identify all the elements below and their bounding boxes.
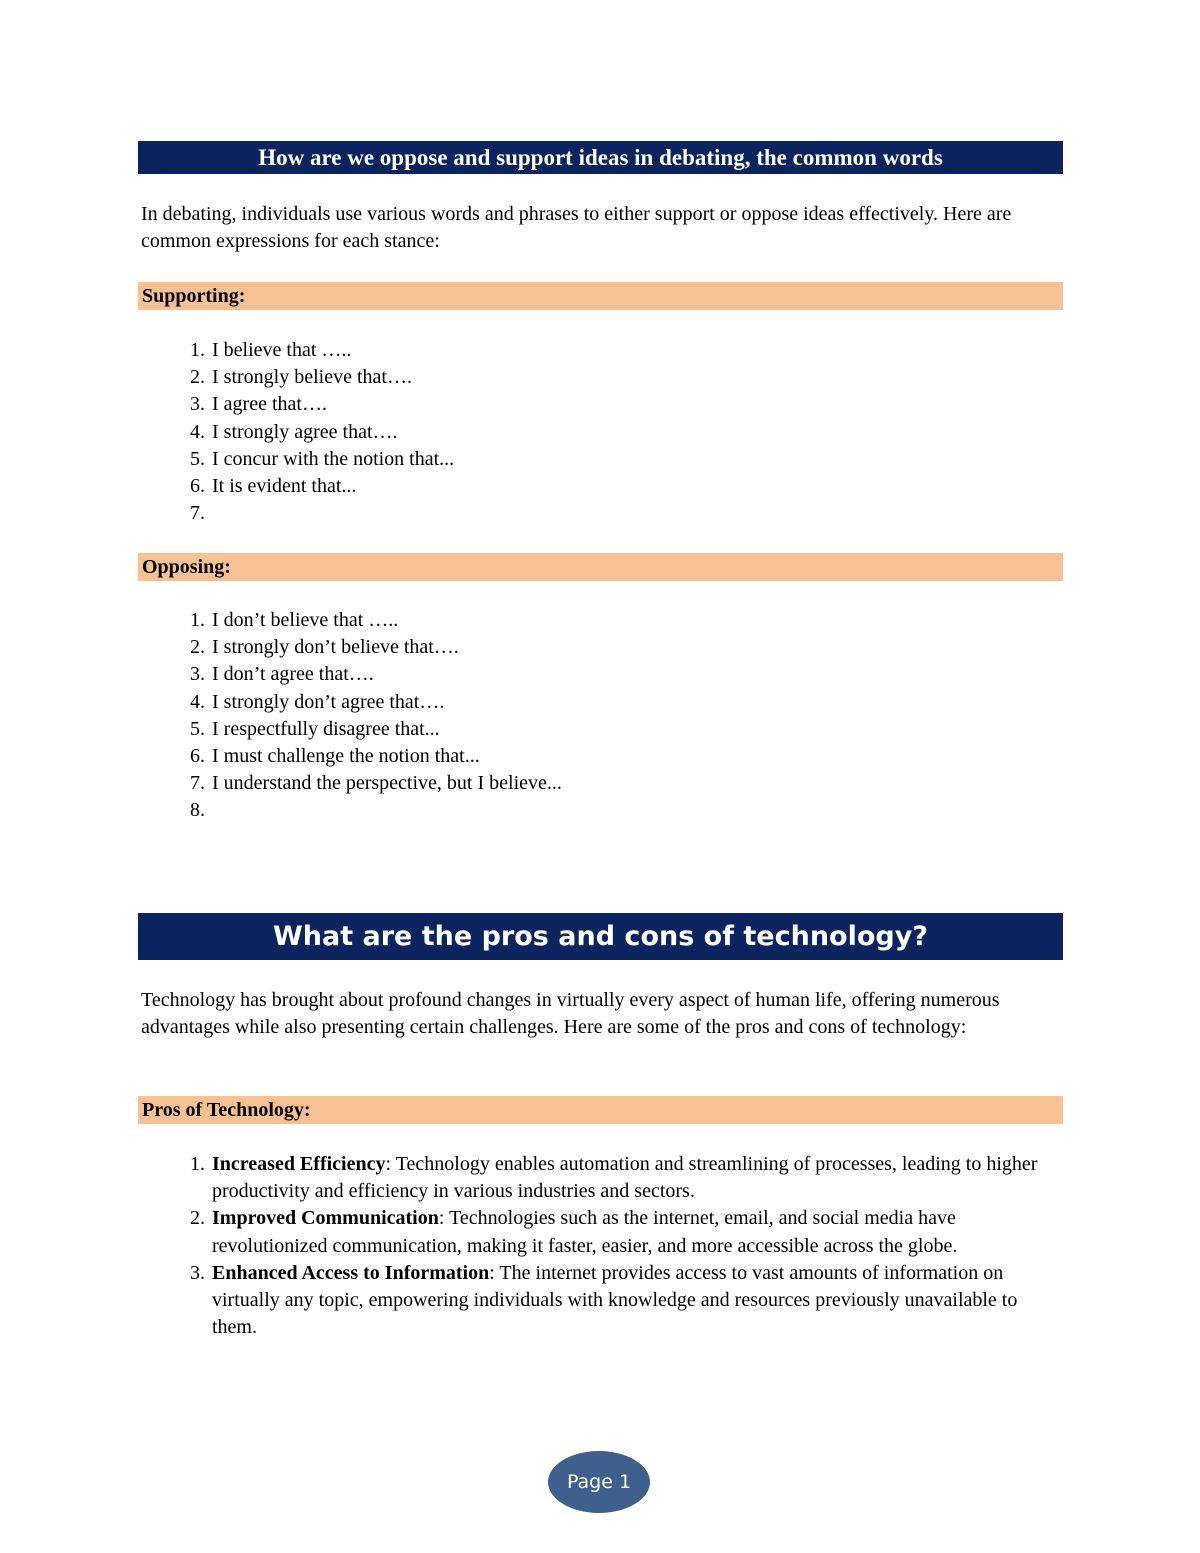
supporting-heading: Supporting: [138, 282, 1063, 310]
section-title-technology: What are the pros and cons of technology? [138, 913, 1063, 960]
list-item: 7. I understand the perspective, but I believe... [190, 772, 562, 795]
list-item: 6. I must challenge the notion that... [190, 745, 480, 768]
list-item: 1. I believe that ….. [190, 339, 352, 361]
list-item: 4. I strongly don’t agree that…. [190, 690, 445, 713]
list-item: 4. I strongly agree that…. [190, 420, 398, 443]
pros-term: Improved Communication [212, 1207, 439, 1230]
list-item: 3. I don’t agree that…. [190, 663, 374, 686]
list-item: 2. Improved Communication: Technologies such as the internet, email, and social media have revolutionized communication, making it faster, easier, and more accessible across the globe. [190, 1207, 958, 1257]
list-item: 1. I don’t believe that ….. [190, 609, 399, 631]
pros-term: Enhanced Access to Information [212, 1261, 490, 1284]
list-item: 7. [190, 502, 205, 525]
list-item: 3. Enhanced Access to Information: The internet provides access to vast amounts of information on virtually any topic, empowering individuals with knowledge and resources previously unavailable to them. [190, 1261, 1018, 1339]
opposing-heading: Opposing: [138, 553, 1063, 581]
intro-paragraph-debating: In debating, individuals use various words and phrases to either support or oppose ideas effectively. Here are common expressions for each stance: [141, 203, 1012, 252]
list-item: 3. I agree that…. [190, 393, 327, 416]
list-item: 2. I strongly believe that…. [190, 366, 412, 389]
supporting-list [141, 337, 1021, 527]
intro-paragraph-technology: Technology has brought about profound changes in virtually every aspect of human life, offering numerous advantages while also presenting certain challenges. Here are some of the pros and cons of technology: [141, 989, 1000, 1038]
pros-term: Increased Efficiency [212, 1153, 386, 1175]
list-item: 5. I concur with the notion that... [190, 447, 455, 470]
list-item: 5. I respectfully disagree that... [190, 717, 440, 740]
list-item: 8. [190, 799, 205, 822]
list-item: 1. Increased Efficiency: Technology enables automation and streamlining of processes, leading to higher productivity and efficiency in various industries and sectors. [190, 1153, 1038, 1203]
list-item: 2. I strongly don’t believe that…. [190, 636, 459, 659]
pros-heading: Pros of Technology: [138, 1096, 1063, 1124]
opposing-list [141, 607, 1021, 825]
list-item: 6. It is evident that... [190, 475, 357, 498]
pros-list [141, 1151, 1041, 1341]
section-title-debating: How are we oppose and support ideas in debating, the common words [138, 141, 1063, 174]
page-number-badge: Page 1 [548, 1451, 650, 1513]
